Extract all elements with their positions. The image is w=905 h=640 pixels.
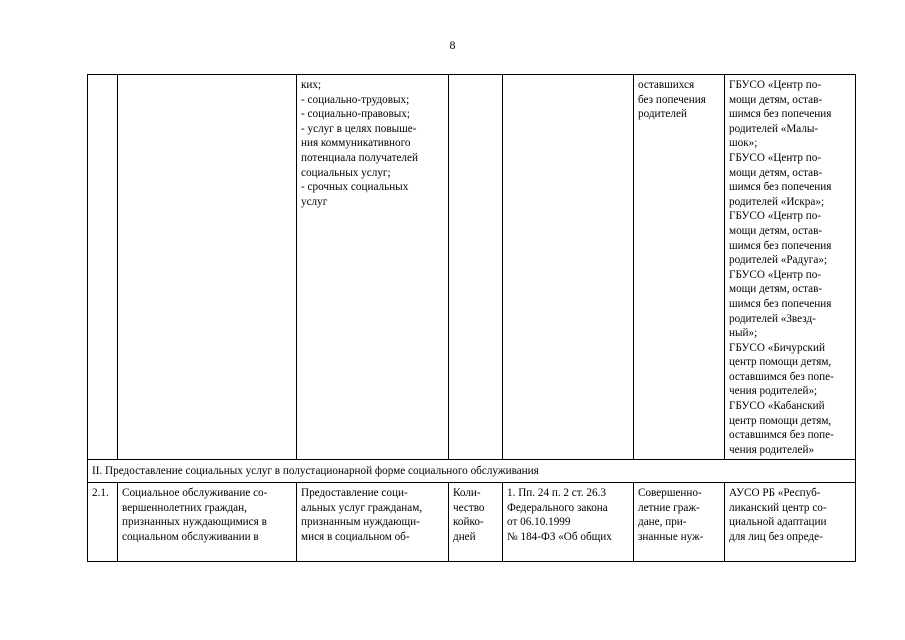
cell-recipients <box>634 75 725 460</box>
text-line: центр помощи детям, <box>729 414 832 427</box>
text-line: койко- <box>453 516 484 529</box>
page-number: 8 <box>449 38 456 52</box>
cell-legal-basis <box>503 75 634 460</box>
text-line: чения родителей» <box>729 443 815 456</box>
text-line: летние граж- <box>638 501 700 514</box>
service-content-lines <box>301 486 444 544</box>
text-line: родителей «Радуга»; <box>729 254 828 267</box>
text-line: услуг <box>301 195 328 208</box>
cell-institutions <box>725 483 856 562</box>
text-line: центр помощи детям, <box>729 356 832 369</box>
section-heading: II. Предоставление социальных услуг в полустационарной форме социального обслуживания <box>88 460 856 483</box>
text-line: знанные нуж- <box>638 530 704 543</box>
cell-legal-basis <box>503 483 634 562</box>
cell-service-content <box>297 483 449 562</box>
cell-number <box>88 75 118 460</box>
cell-service-name <box>118 483 297 562</box>
section-heading-row <box>88 460 856 483</box>
text-line: потенциала получателей <box>301 151 418 164</box>
text-line: ГБУСО «Центр по- <box>729 268 822 281</box>
row-number-lines <box>92 486 113 501</box>
text-line: без попечения <box>638 93 706 106</box>
text-line: шимся без попечения <box>729 108 832 121</box>
cell-indicator <box>449 75 503 460</box>
text-line: родителей «Звезд- <box>729 312 816 325</box>
cell-institutions <box>725 75 856 460</box>
cell-service-content <box>297 75 449 460</box>
text-line: чество <box>453 501 485 514</box>
text-line: родителей «Малы- <box>729 122 819 135</box>
text-line: альных услуг гражданам, <box>301 501 423 514</box>
text-line: шимся без попечения <box>729 297 832 310</box>
cell-recipients <box>634 483 725 562</box>
indicator-lines <box>453 486 498 544</box>
services-table <box>87 74 856 562</box>
text-line: социальных услуг; <box>301 166 391 179</box>
text-line: мощи детям, остав- <box>729 166 823 179</box>
text-line: оставшимся без попе- <box>729 370 834 383</box>
text-line: родителей «Искра»; <box>729 195 825 208</box>
text-line: Совершенно- <box>638 487 702 500</box>
text-line: ГБУСО «Центр по- <box>729 151 822 164</box>
text-line: ких; <box>301 79 322 91</box>
text-line: мощи детям, остав- <box>729 224 823 237</box>
text-line: - социально-правовых; <box>301 108 410 121</box>
text-line: ГБУСО «Центр по- <box>729 210 822 223</box>
institutions-lines <box>729 486 851 544</box>
text-line: Коли- <box>453 487 481 500</box>
text-line: ный»; <box>729 327 758 340</box>
text-line: мися в социальном об- <box>301 530 410 543</box>
text-line: ликанский центр со- <box>729 501 827 514</box>
text-line: - социально-трудовых; <box>301 93 410 106</box>
text-line: Федерального закона <box>507 501 608 514</box>
legal-basis-lines <box>507 486 629 544</box>
service-content-lines <box>301 78 444 209</box>
text-line: родителей <box>638 108 687 121</box>
text-line: шимся без попечения <box>729 181 832 194</box>
text-line: - услуг в целях повыше- <box>301 122 417 135</box>
text-line: социальном обслуживании в <box>122 530 259 543</box>
text-line: ГБУСО «Бичурский <box>729 341 825 354</box>
cell-number <box>88 483 118 562</box>
text-line: ния коммуникативного <box>301 137 411 150</box>
text-line: дане, при- <box>638 516 687 529</box>
text-line: шок»; <box>729 137 758 150</box>
cell-indicator <box>449 483 503 562</box>
text-line: оставшихся <box>638 79 695 91</box>
text-line: от 06.10.1999 <box>507 516 571 529</box>
text-line: оставшимся без попе- <box>729 429 834 442</box>
text-line: № 184-ФЗ «Об общих <box>507 530 612 543</box>
table-row <box>88 483 856 562</box>
text-line: чения родителей»; <box>729 385 818 398</box>
cell-service-name <box>118 75 297 460</box>
service-name-lines <box>122 486 292 544</box>
text-line: вершеннолетних граждан, <box>122 501 247 514</box>
text-line: Предоставление соци- <box>301 487 408 500</box>
text-line: ГБУСО «Центр по- <box>729 79 822 91</box>
text-line: АУСО РБ «Респуб- <box>729 487 821 500</box>
text-line: признанных нуждающимися в <box>122 516 267 529</box>
recipients-lines <box>638 486 720 544</box>
text-line: дней <box>453 530 476 543</box>
text-line: - срочных социальных <box>301 181 409 194</box>
text-line: мощи детям, остав- <box>729 283 823 296</box>
text-line: мощи детям, остав- <box>729 93 823 106</box>
table-row <box>88 75 856 460</box>
text-line: ГБУСО «Кабанский <box>729 400 825 413</box>
text-line: признанным нуждающи- <box>301 516 420 529</box>
text-line: циальной адаптации <box>729 516 827 529</box>
text-line: Социальное обслуживание со- <box>122 487 268 500</box>
text-line: для лиц без опреде- <box>729 530 823 543</box>
text-line: шимся без попечения <box>729 239 832 252</box>
text-line: 2.1. <box>92 487 109 500</box>
recipients-lines <box>638 78 720 122</box>
text-line: 1. Пп. 24 п. 2 ст. 26.3 <box>507 487 606 500</box>
institutions-lines <box>729 78 851 457</box>
